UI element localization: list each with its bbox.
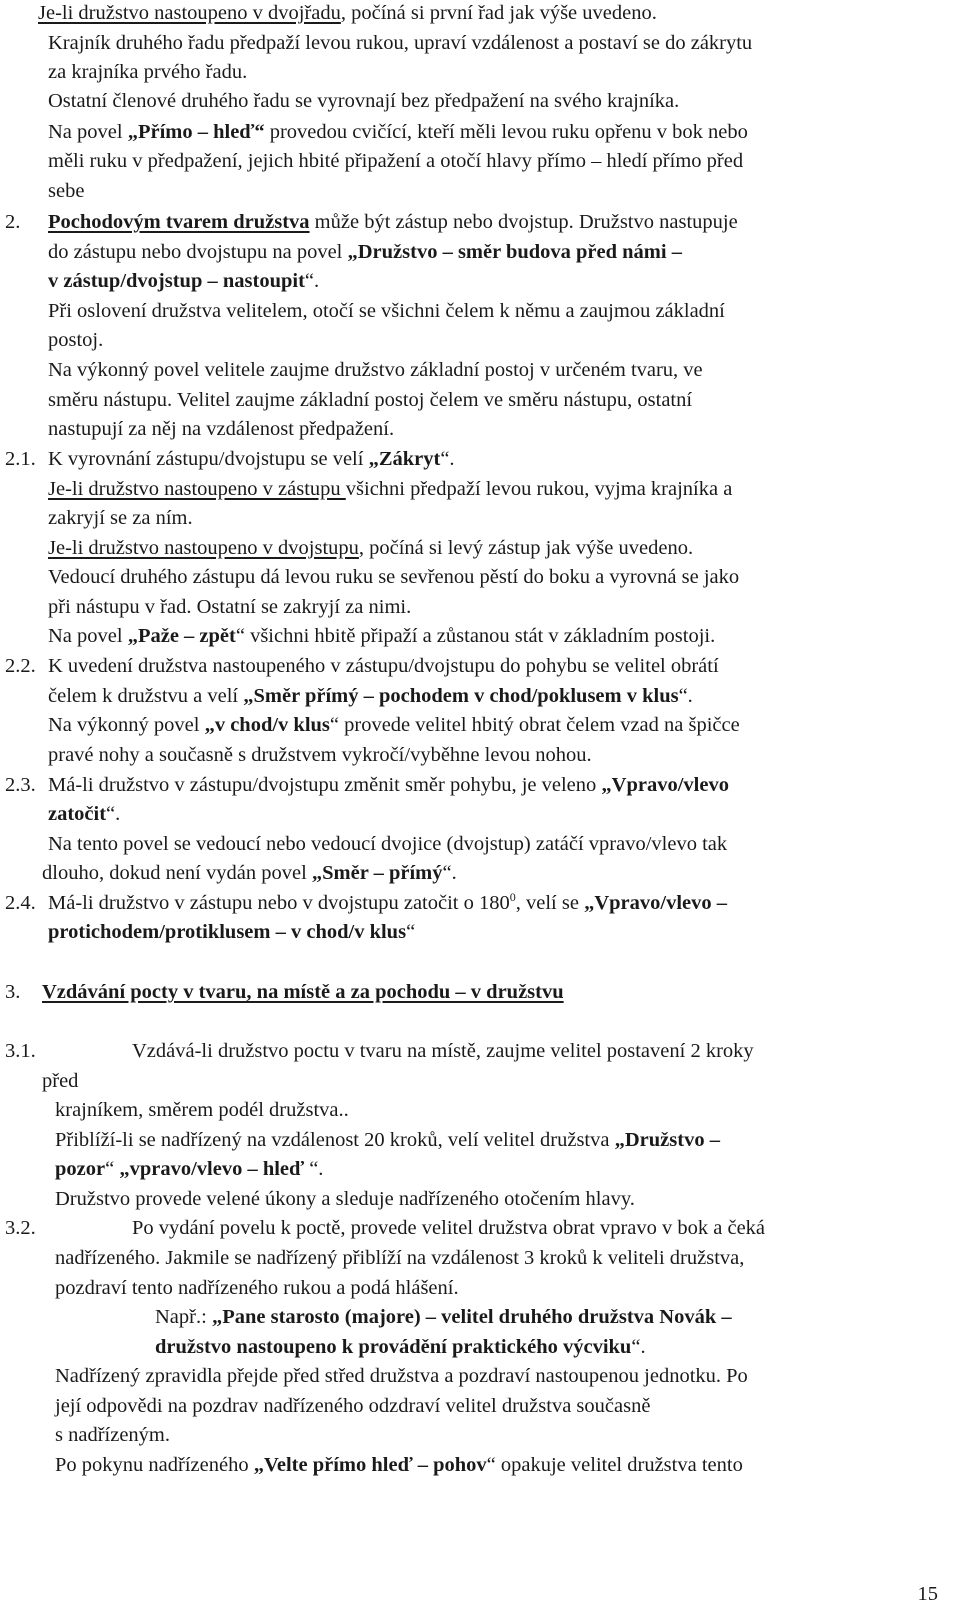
text-line: směru nástupu. Velitel zaujme základní postoj čelem ve směru nástupu, ostatní [48, 389, 693, 411]
command-text: protichodem/protiklusem – v chod/v klus [48, 921, 407, 943]
text-line: Při oslovení družstva velitelem, otočí se všichni čelem k němu a zaujmou základní [48, 300, 725, 322]
text-line: pozdraví tento nadřízeného rukou a podá hlášení. [55, 1277, 459, 1299]
text-line: do zástupu nebo dvojstupu na povel „Družstvo – směr budova před námi – [48, 241, 682, 263]
command-text: pozor [55, 1158, 106, 1180]
command-text: „Paže – zpět [127, 625, 236, 647]
text-line: protichodem/protiklusem – v chod/v klus“ [48, 921, 416, 943]
section-number: 2. [5, 211, 21, 233]
section-number: 2.3. [5, 774, 36, 796]
text-line: Nadřízený zpravidla přejde před střed družstva a pozdraví nastoupenou jednotku. Po [55, 1365, 748, 1387]
text-line: s nadřízeným. [55, 1424, 170, 1446]
superscript: 0 [509, 890, 516, 904]
text-line: v zástup/dvojstup – nastoupit“. [48, 270, 320, 292]
text-line: měli ruku v předpažení, jejich hbité připažení a otočí hlavy přímo – hledí přímo před [48, 150, 744, 172]
text-line: krajníkem, směrem podél družstva.. [55, 1099, 349, 1121]
text-line: K uvedení družstva nastoupeného v zástupu/dvojstupu do pohybu se velitel obrátí [48, 655, 719, 677]
text-line: Krajník druhého řadu předpaží levou rukou, upraví vzdálenost a postaví se do zákrytu [48, 32, 753, 54]
command-text: „Velte přímo hleď – pohov [253, 1454, 487, 1476]
command-text: „Družstvo – směr budova před námi – [347, 241, 682, 263]
text-line: zatočit“. [48, 803, 121, 825]
text-line: Je-li družstvo nastoupeno v zástupu všichni předpaží levou rukou, vyjma krajníka a [48, 478, 733, 500]
section-number: 3.1. [5, 1040, 36, 1062]
section-number: 2.2. [5, 655, 36, 677]
text-line: za krajníka prvého řadu. [48, 61, 248, 83]
command-text: družstvo nastoupeno k provádění praktického výcviku [155, 1336, 632, 1358]
underlined-phrase: Je-li družstvo nastoupeno v zástupu [48, 478, 346, 500]
text-line: družstvo nastoupeno k provádění praktického výcviku“. [155, 1336, 646, 1358]
text-line: její odpovědi na pozdrav nadřízeného odzdraví velitel družstva současně [55, 1395, 651, 1417]
text-line: postoj. [48, 329, 104, 351]
command-text: „v chod/v klus [204, 714, 330, 736]
command-text: „Pane starosto (majore) – velitel druhého družstva Novák – [211, 1306, 732, 1328]
command-text: v zástup/dvojstup – nastoupit [48, 270, 305, 292]
underlined-phrase: Je-li družstvo nastoupeno v dvojstupu [48, 537, 359, 559]
text-line: Má-li družstvo v zástupu/dvojstupu změnit směr pohybu, je veleno „Vpravo/vlevo [48, 774, 729, 796]
text-line: Přiblíží-li se nadřízený na vzdálenost 20 kroků, velí velitel družstva „Družstvo – [55, 1129, 720, 1151]
command-text: „Vpravo/vlevo – [584, 892, 727, 914]
section-title: Vzdávání pocty v tvaru, na místě a za pochodu – v družstvu [42, 981, 564, 1003]
page-number: 15 [917, 1583, 938, 1605]
text-line: nadřízeného. Jakmile se nadřízený přiblíží na vzdálenost 3 kroků k veliteli družstva, [55, 1247, 745, 1269]
command-text: „Směr přímý – pochodem v chod/poklusem v klus [243, 685, 679, 707]
command-text: „Družstvo – [614, 1129, 720, 1151]
section-number: 2.4. [5, 892, 36, 914]
text-line: sebe [48, 180, 85, 202]
text-line: Družstvo provede velené úkony a sleduje nadřízeného otočením hlavy. [55, 1188, 635, 1210]
text-line: Na povel „Přímo – hleď“ provedou cvičící, kteří měli levou ruku opřenu v bok nebo [48, 121, 748, 143]
text-line: pozor“ „vpravo/vlevo – hleď “. [55, 1158, 324, 1180]
text-line: čelem k družstvu a velí „Směr přímý – pochodem v chod/poklusem v klus“. [48, 685, 693, 707]
text-line: Např.: „Pane starosto (majore) – velitel druhého družstva Novák – [155, 1306, 732, 1328]
command-text: „Přímo – hleď“ [127, 121, 265, 143]
text-line: při nástupu v řad. Ostatní se zakryjí za nimi. [48, 596, 412, 618]
text-line: Po pokynu nadřízeného „Velte přímo hleď – pohov“ opakuje velitel družstva tento [55, 1454, 743, 1476]
underlined-phrase: Je-li družstvo nastoupeno v dvojřadu [38, 2, 341, 24]
command-text: „Směr – přímý [311, 862, 443, 884]
section-number: 3. [5, 981, 21, 1003]
text-line: Vedoucí druhého zástupu dá levou ruku se sevřenou pěstí do boku a vyrovná se jako [48, 566, 740, 588]
section-title: Pochodovým tvarem družstva [48, 211, 310, 233]
text-line: Je-li družstvo nastoupeno v dvojřadu, počíná si první řad jak výše uvedeno. [38, 2, 657, 24]
section-number: 3.2. [5, 1217, 36, 1239]
command-text: zatočit [48, 803, 107, 825]
text-line: zakryjí se za ním. [48, 507, 193, 529]
text-line: Je-li družstvo nastoupeno v dvojstupu, počíná si levý zástup jak výše uvedeno. [48, 537, 694, 559]
section-number: 2.1. [5, 448, 36, 470]
text-line: pravé nohy a současně s družstvem vykročí/vyběhne levou nohou. [48, 744, 592, 766]
text-line: Vzdává-li družstvo poctu v tvaru na místě, zaujme velitel postavení 2 kroky [132, 1040, 754, 1062]
text-line: dlouho, dokud není vydán povel „Směr – přímý“. [42, 862, 457, 884]
text-line: Pochodovým tvarem družstva může být zástup nebo dvojstup. Družstvo nastupuje [48, 211, 738, 233]
text-line: Na povel „Paže – zpět“ všichni hbitě připaží a zůstanou stát v základním postoji. [48, 625, 716, 647]
text-line: nastupují za něj na vzdálenost předpažení. [48, 418, 395, 440]
command-text: „vpravo/vlevo – hleď [119, 1158, 305, 1180]
text-line: Ostatní členové druhého řadu se vyrovnají bez předpažení na svého krajníka. [48, 90, 680, 112]
text-line: Na výkonný povel velitele zaujme družstvo základní postoj v určeném tvaru, ve [48, 359, 703, 381]
text-line: Na výkonný povel „v chod/v klus“ provede velitel hbitý obrat čelem vzad na špičce [48, 714, 740, 736]
text-line: K vyrovnání zástupu/dvojstupu se velí „Zákryt“. [48, 448, 455, 470]
command-text: „Vpravo/vlevo [601, 774, 729, 796]
text-line: Na tento povel se vedoucí nebo vedoucí dvojice (dvojstup) zatáčí vpravo/vlevo tak [48, 833, 728, 855]
text-line: Po vydání povelu k poctě, provede velitel družstva obrat vpravo v bok a čeká [132, 1217, 766, 1239]
text-line: Má-li družstvo v zástupu nebo v dvojstupu zatočit o $180^0$, velí se „Vpravo/vlevo – [48, 890, 727, 914]
text-line: před [42, 1070, 79, 1092]
command-text: „Zákryt [368, 448, 441, 470]
